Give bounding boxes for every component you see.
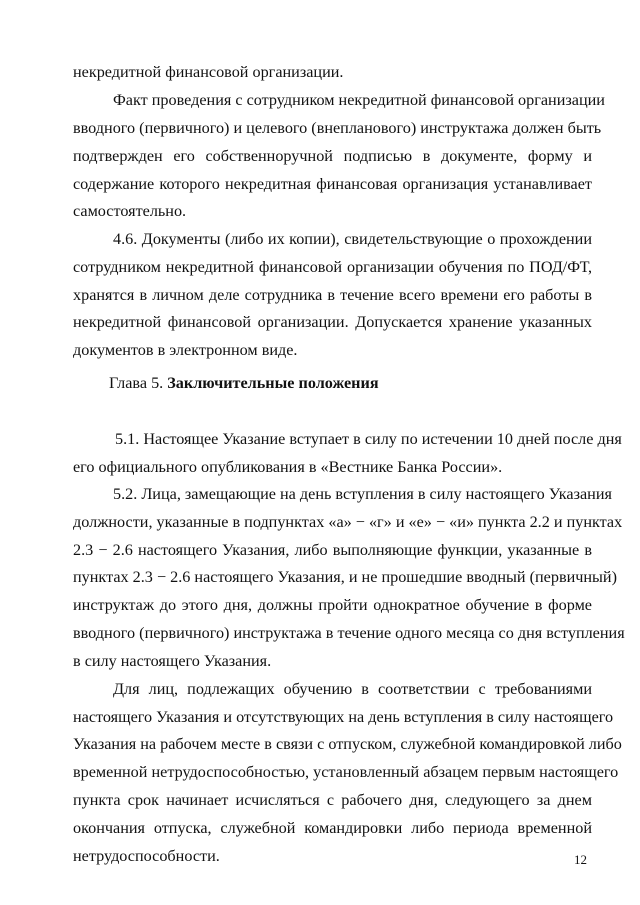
text-line: Указания на рабочем месте в связи с отпуском, служебной командировкой либо — [73, 735, 622, 753]
text-line: некредитной финансовой организации. — [73, 63, 344, 81]
chapter-heading — [109, 373, 379, 393]
chapter-title: Заключительные положения — [167, 374, 379, 392]
text-line: хранятся в личном деле сотрудника в течение всего времени его работы в — [73, 286, 592, 304]
text-line: пункта срок начинает исчисляться с рабочего дня, следующего за днем — [73, 791, 592, 809]
text-line: вводного (первичного) инструктажа в течение одного месяца со дня вступления — [73, 624, 625, 642]
text-line: должности, указанные в подпунктах «а» − «г» и «е» − «и» пункта 2.2 и пунктах — [73, 513, 623, 531]
text-line: самостоятельно. — [73, 202, 187, 220]
text-line: вводного (первичного) и целевого (внепланового) инструктажа должен быть — [73, 119, 602, 137]
text-line: пунктах 2.3 − 2.6 настоящего Указания, и не прошедшие вводный (первичный) — [73, 568, 617, 586]
page-number: 12 — [574, 852, 587, 867]
text-line: настоящего Указания и отсутствующих на день вступления в силу настоящего — [73, 708, 614, 726]
chapter-prefix: Глава 5. — [109, 374, 168, 392]
text-line: инструктаж до этого дня, должны пройти однократное обучение в форме — [73, 596, 592, 614]
text-line: некредитной финансовой организации. Допускается хранение указанных — [73, 313, 592, 331]
text-line: подтвержден его собственноручной подписью в документе, форму и — [73, 147, 592, 165]
text-line: содержание которого некредитная финансовая организация устанавливает — [73, 175, 592, 193]
text-line: в силу настоящего Указания. — [73, 652, 272, 670]
text-line: сотрудником некредитной финансовой организации обучения по ПОД/ФТ, — [73, 258, 592, 276]
text-line: 5.2. Лица, замещающие на день вступления в силу настоящего Указания — [113, 485, 612, 503]
text-line: Факт проведения с сотрудником некредитной финансовой организации — [113, 91, 605, 109]
text-line: окончания отпуска, служебной командировки либо периода временной — [73, 819, 592, 837]
text-line: нетрудоспособности. — [73, 847, 220, 865]
text-line: Для лиц, подлежащих обучению в соответствии с требованиями — [113, 680, 592, 698]
text-line: 5.1. Настоящее Указание вступает в силу по истечении 10 дней после дня — [115, 430, 622, 448]
text-line: 4.6. Документы (либо их копии), свидетельствующие о прохождении — [113, 230, 592, 248]
text-line: документов в электронном виде. — [73, 341, 298, 359]
text-line: 2.3 − 2.6 настоящего Указания, либо выполняющие функции, указанные в — [73, 541, 592, 559]
text-line: временной нетрудоспособностью, установленный абзацем первым настоящего — [73, 763, 619, 781]
text-line: его официального опубликования в «Вестнике Банка России». — [73, 458, 503, 476]
